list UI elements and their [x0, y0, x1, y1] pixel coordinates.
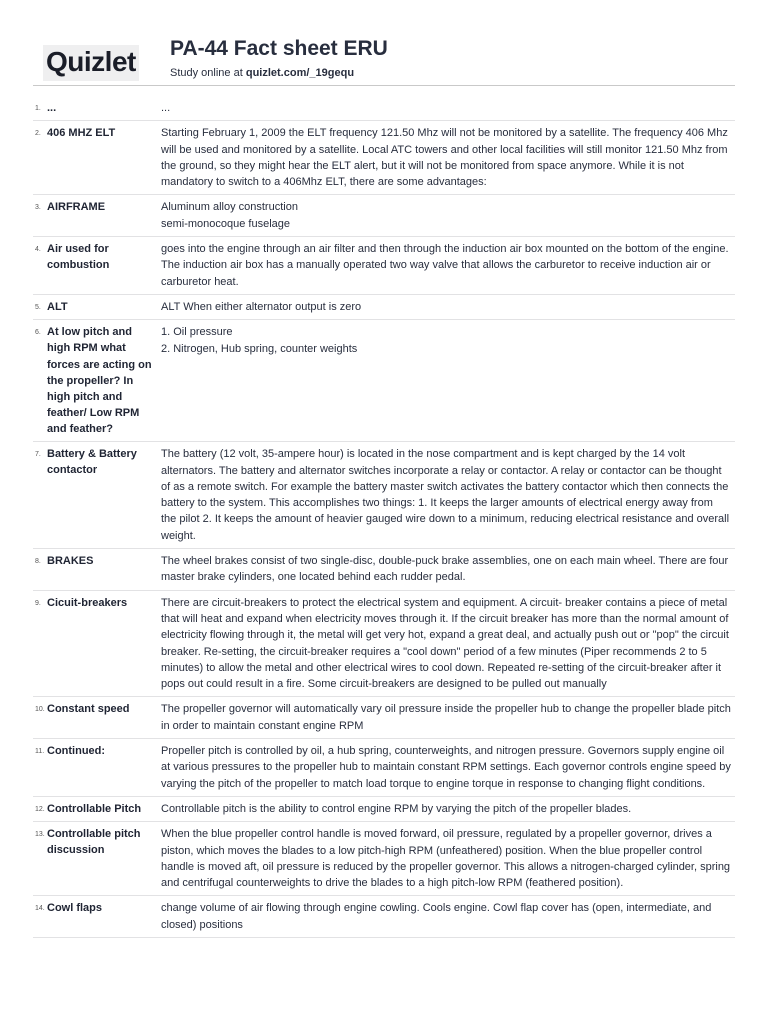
list-item	[33, 896, 735, 938]
term-text: Controllable pitch discussion	[47, 828, 141, 857]
definition-line: ALT When either alternator output is zero	[161, 300, 362, 313]
header-divider	[33, 85, 735, 86]
definition-text	[161, 900, 731, 933]
definition-text	[161, 801, 731, 817]
list-item	[33, 797, 735, 822]
definition-line: goes into the engine through an air filter and then through the induction air box mounted on the bottom of the engine. The induction air box has a manually operated two way valve that allows the carburetor to receive induction air or carburetor heat.	[161, 243, 729, 288]
definition-text	[161, 595, 731, 693]
item-number: 6.	[35, 329, 41, 337]
item-number: 3.	[35, 204, 41, 212]
term-text: Cicuit-breakers	[47, 596, 128, 609]
list-item	[33, 96, 735, 121]
definition-text	[161, 446, 731, 544]
item-number: 14.	[35, 905, 45, 913]
definition-line: Propeller pitch is controlled by oil, a hub spring, counterweights, and nitrogen pressure. Governors supply engine oil at various pressures to the propeller hub to maintain constant RPM settings. Each governor controls engine speed by varying the pitch of the propeller to match load torque to engine torque in response to changing flight conditions.	[161, 745, 731, 790]
definition-line: 1. Oil pressure	[161, 326, 233, 339]
definition-text	[161, 299, 731, 315]
item-number: 8.	[35, 558, 41, 566]
item-number: 7.	[35, 451, 41, 459]
list-item	[33, 822, 735, 896]
definition-text	[161, 241, 731, 290]
item-number: 10.	[35, 706, 45, 714]
definition-line: ...	[161, 102, 171, 114]
definition-text	[161, 199, 731, 232]
term-text: BRAKES	[47, 555, 94, 568]
item-number: 11.	[35, 748, 45, 756]
term-text: Air used for combustion	[47, 243, 110, 272]
quizlet-logo[interactable]: Quizlet	[43, 45, 139, 81]
definition-line: Starting February 1, 2009 the ELT frequency 121.50 Mhz will not be monitored by a satellite. The frequency 406 Mhz will be used and monitored by a satellite. Local ATC towers and other local facilities will still monitor 121.50 Mhz from the ground, so they might hear the ELT alert, but it will not be monitored from space anymore. While it is not mandatory to switch to a 406Mhz ELT, there are some advantages:	[161, 127, 728, 189]
definition-line: semi-monocoque fuselage	[161, 217, 291, 230]
page-title: PA-44 Fact sheet ERU	[170, 37, 388, 60]
item-number: 5.	[35, 303, 41, 311]
term-text: Cowl flaps	[47, 902, 103, 915]
item-number: 1.	[35, 105, 41, 112]
list-item	[33, 195, 735, 237]
study-online-text	[170, 66, 354, 80]
definition-text	[161, 324, 731, 437]
definition-line: change volume of air flowing through engine cowling. Cools engine. Cowl flap cover has (open, intermediate, and closed) positions	[161, 902, 712, 931]
definition-line: Aluminum alloy construction	[161, 201, 298, 214]
definition-line: There are circuit-breakers to protect the electrical system and equipment. A circuit- breaker contains a piece of metal that will heat and expand when electricity moves through it. If the circuit breaker has more than the normal amount of electricity flowing through it, the metal will get very hot, expand a great deal, and actually push out or "pop" the circuit breaker. Re-setting, the circuit-breaker requires a "cool down" period of a few minutes (Piper recommends 2 to 5 minutes) to allow the metal and other electrical wires to cool down. Repeated re-setting of the circuit-breaker after it pops out could result in a fire. Some circuit-breakers are designed to be pulled out manually	[161, 596, 729, 691]
definition-line: Controllable pitch is the ability to control engine RPM by varying the pitch of the propeller blades.	[161, 802, 632, 815]
definition-line: When the blue propeller control handle is moved forward, oil pressure, regulated by a propeller governor, drives a piston, which moves the blades to a low pitch-high RPM (unfeathered) position. When the blue propeller control handle is moved aft, oil pressure is reduced by the propeller governor. This allows a nitrogen-charged cylinder, spring and centrifugal counterweights to drive the blades to a high pitch-low RPM (feathered position).	[161, 828, 731, 890]
term-text: AIRFRAME	[47, 201, 106, 214]
item-number: 9.	[35, 599, 41, 607]
term-text: ...	[47, 102, 57, 114]
list-item	[33, 739, 735, 797]
definition-text	[161, 826, 731, 891]
definition-text	[161, 743, 731, 792]
term-text: Controllable Pitch	[47, 802, 142, 815]
item-number: 13.	[35, 831, 45, 839]
term-text: Constant speed	[47, 703, 130, 716]
list-item	[33, 320, 735, 442]
term-text: At low pitch and high RPM what forces are acting on the propeller? In high pitch and feather/ Low RPM and feather?	[47, 326, 152, 436]
definition-text	[161, 125, 731, 190]
term-text: ALT	[47, 300, 68, 313]
item-number: 4.	[35, 246, 41, 254]
item-number: 12.	[35, 805, 45, 813]
definition-text	[161, 100, 731, 116]
term-text: Battery & Battery contactor	[47, 448, 137, 477]
definition-line: 2. Nitrogen, Hub spring, counter weights	[161, 342, 358, 355]
list-item	[33, 591, 735, 698]
definition-line: The battery (12 volt, 35-ampere hour) is located in the nose compartment and is kept charged by the 14 volt alternators. The battery and alternator switches incorporate a relay or contactor. A relay or contactor can be thought of as a remote switch. For example the battery master switch activates the battery contactor which then connects the battery to the system. This accomplishes two things: 1. It keeps the larger amounts of electrical energy away from the pilot 2. It keeps the amount of heavier gauged wire down to a minimum, reducing electrical resistance and overall weight.	[161, 448, 730, 542]
definition-line: The propeller governor will automatically vary oil pressure inside the propeller hub to change the propeller blade pitch in order to maintain constant engine RPM	[161, 703, 731, 732]
list-item	[33, 549, 735, 591]
flashcard-list	[33, 96, 735, 938]
list-item	[33, 121, 735, 195]
page-header	[33, 36, 735, 86]
list-item	[33, 237, 735, 295]
definition-text	[161, 553, 731, 586]
term-text: 406 MHZ ELT	[47, 127, 116, 140]
list-item	[33, 442, 735, 549]
item-number: 2.	[35, 130, 41, 138]
list-item	[33, 697, 735, 739]
study-url-link[interactable]: quizlet.com/_19gequ	[245, 67, 355, 79]
definition-text	[161, 701, 731, 734]
term-text: Continued:	[47, 745, 106, 758]
subtitle-prefix: Study online at	[170, 67, 243, 79]
list-item	[33, 295, 735, 320]
definition-line: The wheel brakes consist of two single-disc, double-puck brake assemblies, one on each main wheel. There are four master brake cylinders, one located behind each rudder pedal.	[161, 555, 729, 584]
